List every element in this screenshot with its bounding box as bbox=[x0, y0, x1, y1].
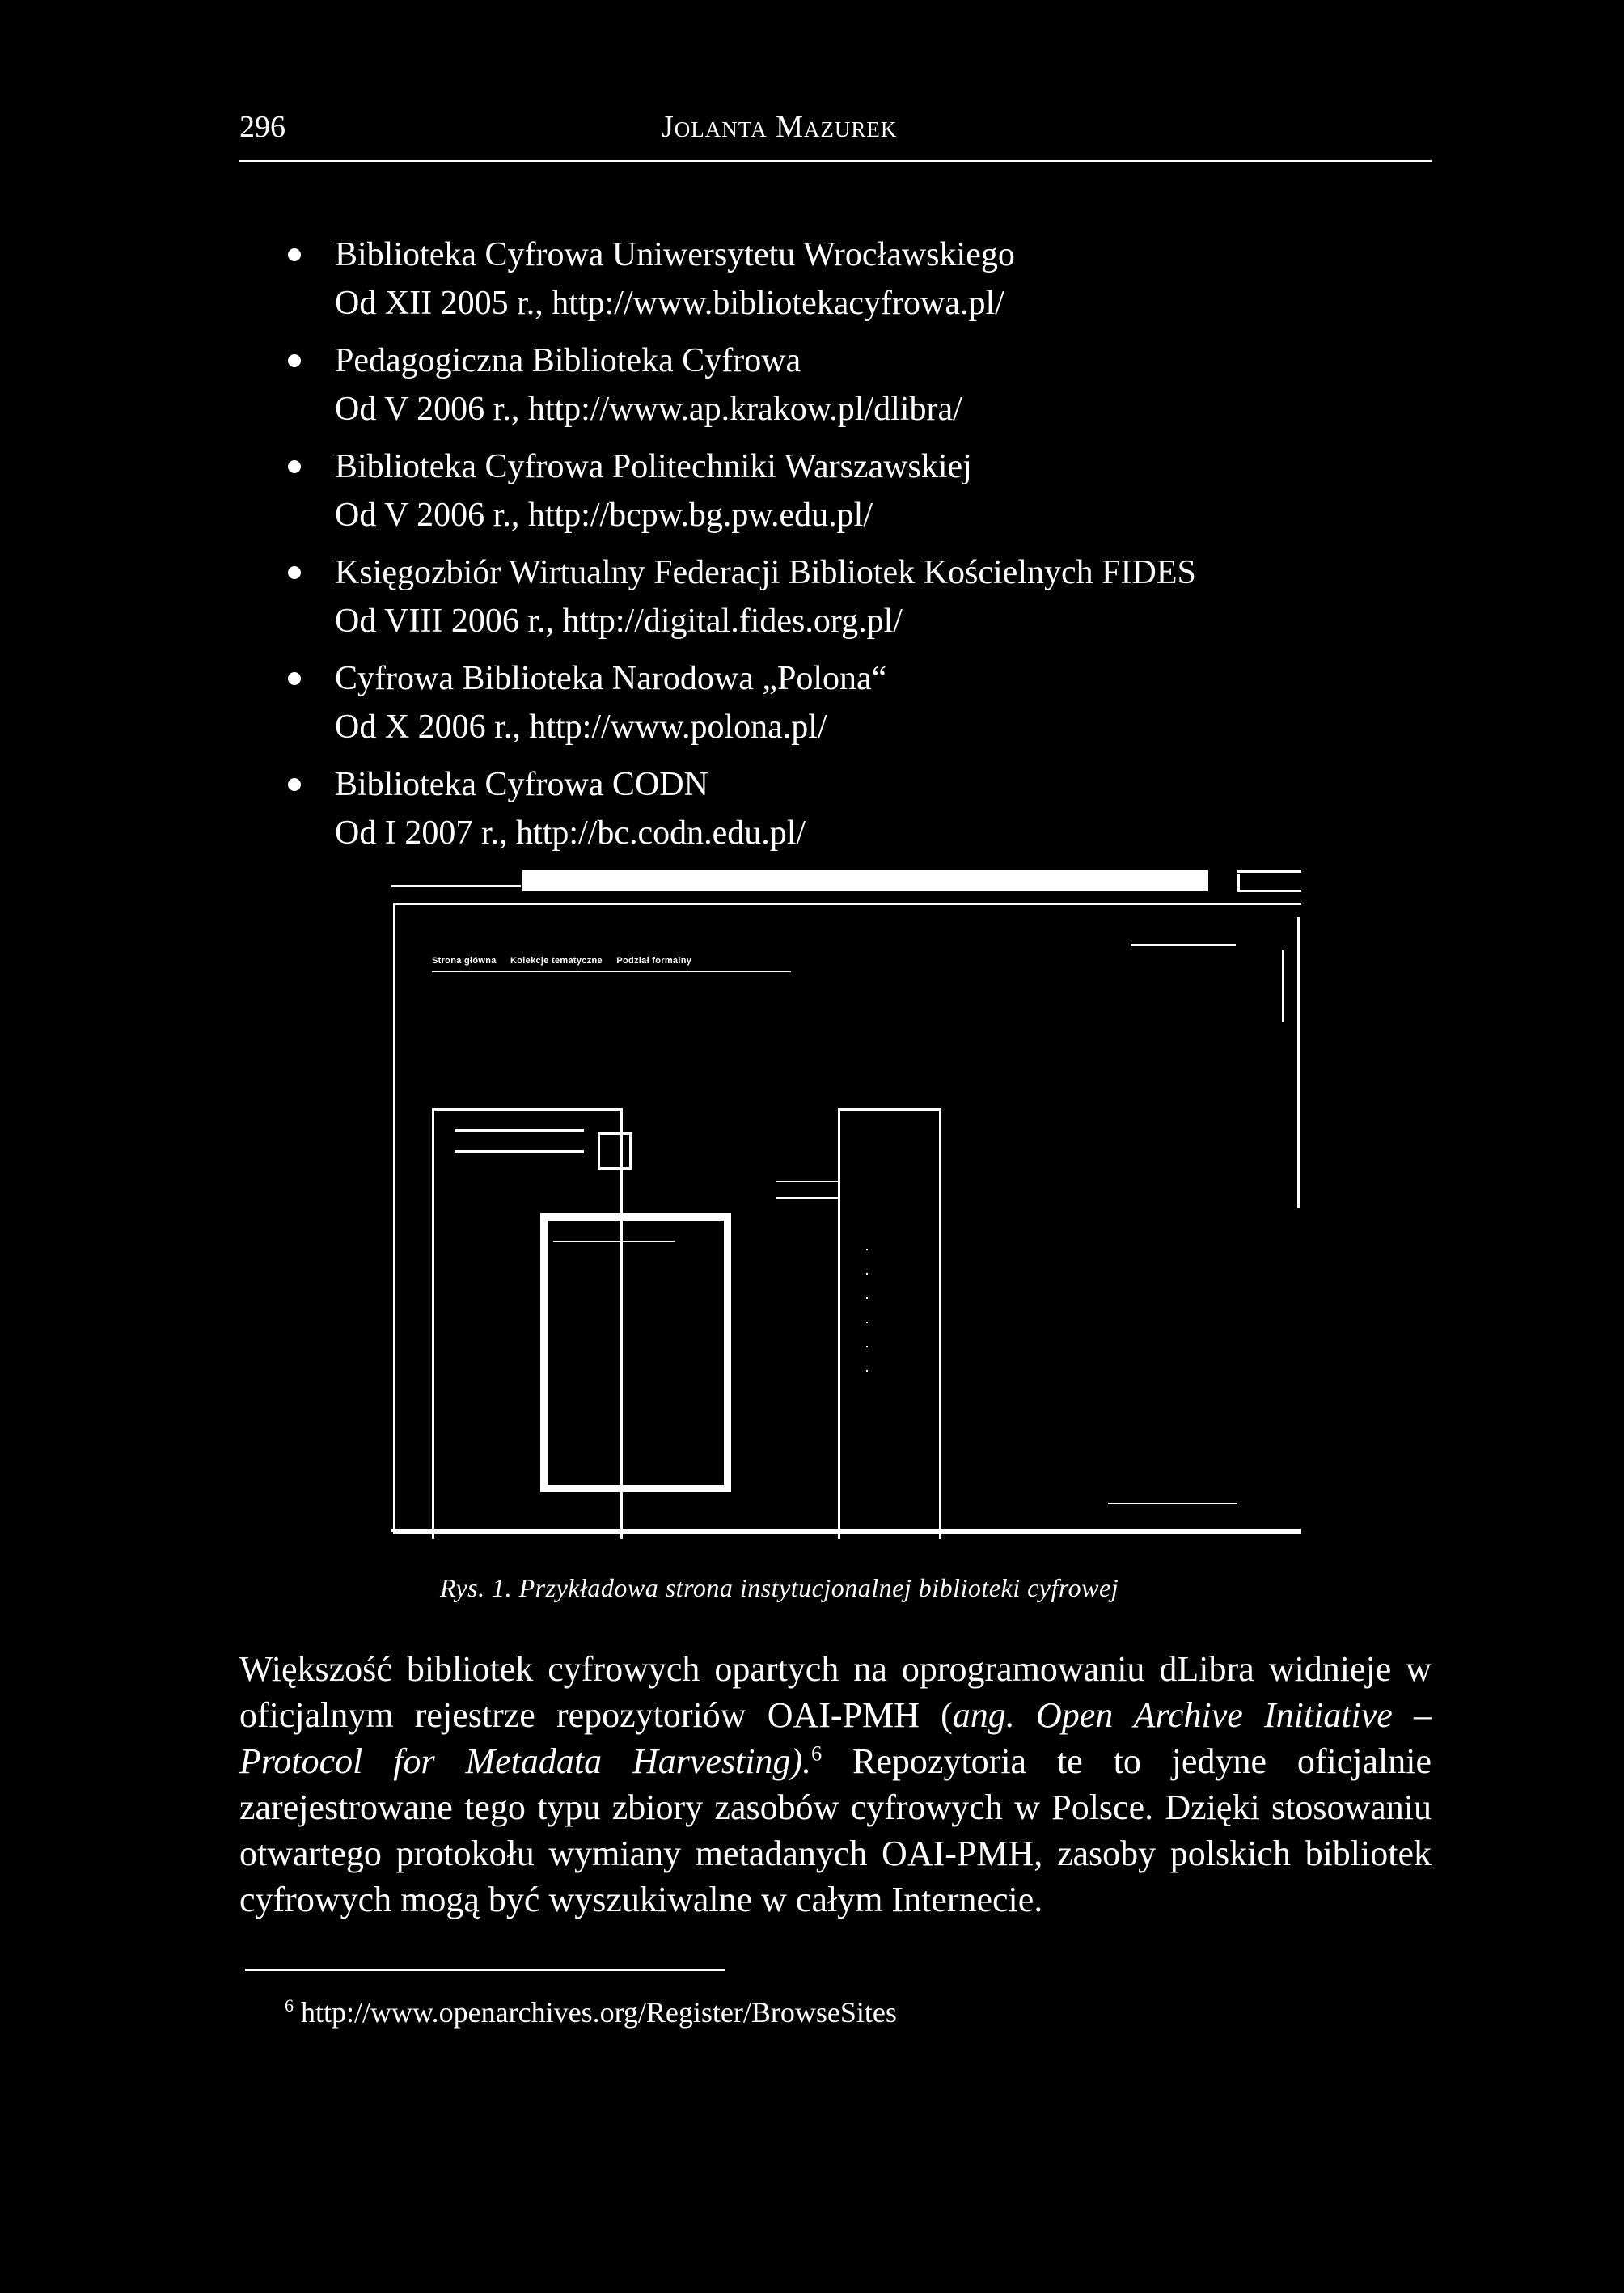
figure-book-cover bbox=[540, 1213, 731, 1492]
figure-dot bbox=[866, 1346, 868, 1347]
library-name: Cyfrowa Biblioteka Narodowa „Polona“ bbox=[335, 660, 887, 697]
figure-side-tab-2 bbox=[776, 1197, 838, 1199]
list-item bbox=[283, 654, 1415, 751]
library-name: Biblioteka Cyfrowa CODN bbox=[335, 766, 708, 803]
bullet-icon bbox=[288, 778, 301, 791]
figure-search-button bbox=[598, 1132, 632, 1170]
library-name: Biblioteka Cyfrowa Uniwersytetu Wrocławskiego bbox=[335, 236, 1015, 273]
figure-dot bbox=[866, 1322, 868, 1323]
library-since-url: Od V 2006 r., http://www.ap.krakow.pl/dlibra/ bbox=[335, 391, 962, 428]
header-rule bbox=[239, 160, 1432, 162]
figure-top-rule-2 bbox=[1237, 890, 1301, 892]
figure-top-bar bbox=[522, 870, 1208, 891]
running-head-author: Jolanta Mazurek bbox=[662, 110, 898, 144]
library-since-url: Od V 2006 r., http://bcpw.bg.pw.edu.pl/ bbox=[335, 497, 873, 534]
figure-top-bar-tick bbox=[1237, 874, 1240, 890]
footnote-ref: 6 bbox=[811, 1741, 823, 1766]
body-text-part: Większość bibliotek cyfrowych opartych na oprogramowaniu dLibra widnieje w oficjalnym rejestrze repozytoriów OAI-PMH ( bbox=[239, 1649, 1432, 1735]
figure-content-right-panel bbox=[838, 1108, 941, 1539]
body-text-protocol: Open Archive Initiative – Protocol for Metadata Harvesting). bbox=[239, 1695, 1432, 1781]
list-item bbox=[283, 442, 1415, 539]
figure-nav-menu bbox=[432, 956, 703, 966]
library-since-url: Od VIII 2006 r., http://digital.fides.org.pl/ bbox=[335, 603, 903, 640]
figure-side-tab bbox=[776, 1181, 838, 1182]
library-since-url: Od I 2007 r., http://bc.codn.edu.pl/ bbox=[335, 814, 806, 852]
footnote-text: http://www.openarchives.org/Register/BrowseSites bbox=[301, 1996, 897, 2029]
page-number: 296 bbox=[239, 110, 285, 144]
library-since-url: Od XII 2005 r., http://www.bibliotekacyfrowa.pl/ bbox=[335, 285, 1004, 322]
library-name: Pedagogiczna Biblioteka Cyfrowa bbox=[335, 342, 801, 379]
list-item bbox=[283, 760, 1415, 857]
figure-bottom-rule bbox=[391, 1529, 1301, 1532]
figure-top-bar-left bbox=[391, 885, 521, 887]
footnote-rule bbox=[245, 1969, 725, 1971]
figure-nav-underline bbox=[432, 971, 791, 972]
figure-right-scrollbar bbox=[1297, 917, 1300, 1208]
bullet-icon bbox=[288, 566, 301, 579]
figure-caption: Rys. 1. Przykładowa strona instytucjonalnej biblioteki cyfrowej bbox=[440, 1573, 1119, 1602]
figure-nav-item: Kolekcje tematyczne bbox=[510, 956, 603, 966]
bullet-icon bbox=[288, 460, 301, 473]
list-item bbox=[283, 231, 1415, 328]
body-text-abbrev: ang. bbox=[952, 1695, 1015, 1735]
figure-nav-item: Strona główna bbox=[432, 956, 497, 966]
bullet-icon bbox=[288, 354, 301, 367]
figure-dot bbox=[866, 1249, 868, 1250]
list-item bbox=[283, 336, 1415, 434]
figure-inner-scroll bbox=[1282, 950, 1284, 1022]
bullet-icon bbox=[288, 672, 301, 685]
figure-dot bbox=[866, 1297, 868, 1299]
figure-book-title-line bbox=[553, 1241, 675, 1242]
body-paragraph bbox=[239, 1646, 1432, 1923]
figure-dot bbox=[866, 1370, 868, 1372]
figure-header-rule bbox=[1131, 944, 1236, 946]
body-text-part: Repozytoria te to jedyne oficjalnie zarejestrowane tego typu zbiory zasobów cyfrowych w Polsce. Dzięki stosowaniu otwartego protokołu wymiany metadanych OAI-PMH, zasoby polskich bibliotek cyfrowych mogą być wyszukiwalne w całym Internecie. bbox=[239, 1741, 1432, 1919]
footnote-number: 6 bbox=[285, 1995, 294, 2016]
figure-search-line bbox=[455, 1129, 584, 1132]
figure-footer-rule bbox=[1108, 1503, 1237, 1504]
library-list bbox=[283, 231, 1415, 866]
footnote bbox=[285, 1995, 897, 2029]
library-since-url: Od X 2006 r., http://www.polona.pl/ bbox=[335, 709, 827, 746]
figure-dot bbox=[866, 1273, 868, 1275]
figure-top-rule bbox=[1237, 870, 1301, 873]
bullet-icon bbox=[288, 248, 301, 261]
figure-search-line-2 bbox=[455, 1150, 584, 1153]
library-name: Księgozbiór Wirtualny Federacji Bibliotek Kościelnych FIDES bbox=[335, 554, 1196, 591]
figure-screenshot bbox=[391, 869, 1301, 1538]
list-item bbox=[283, 548, 1415, 645]
figure-nav-item: Podział formalny bbox=[616, 956, 692, 966]
library-name: Biblioteka Cyfrowa Politechniki Warszawskiej bbox=[335, 448, 972, 485]
